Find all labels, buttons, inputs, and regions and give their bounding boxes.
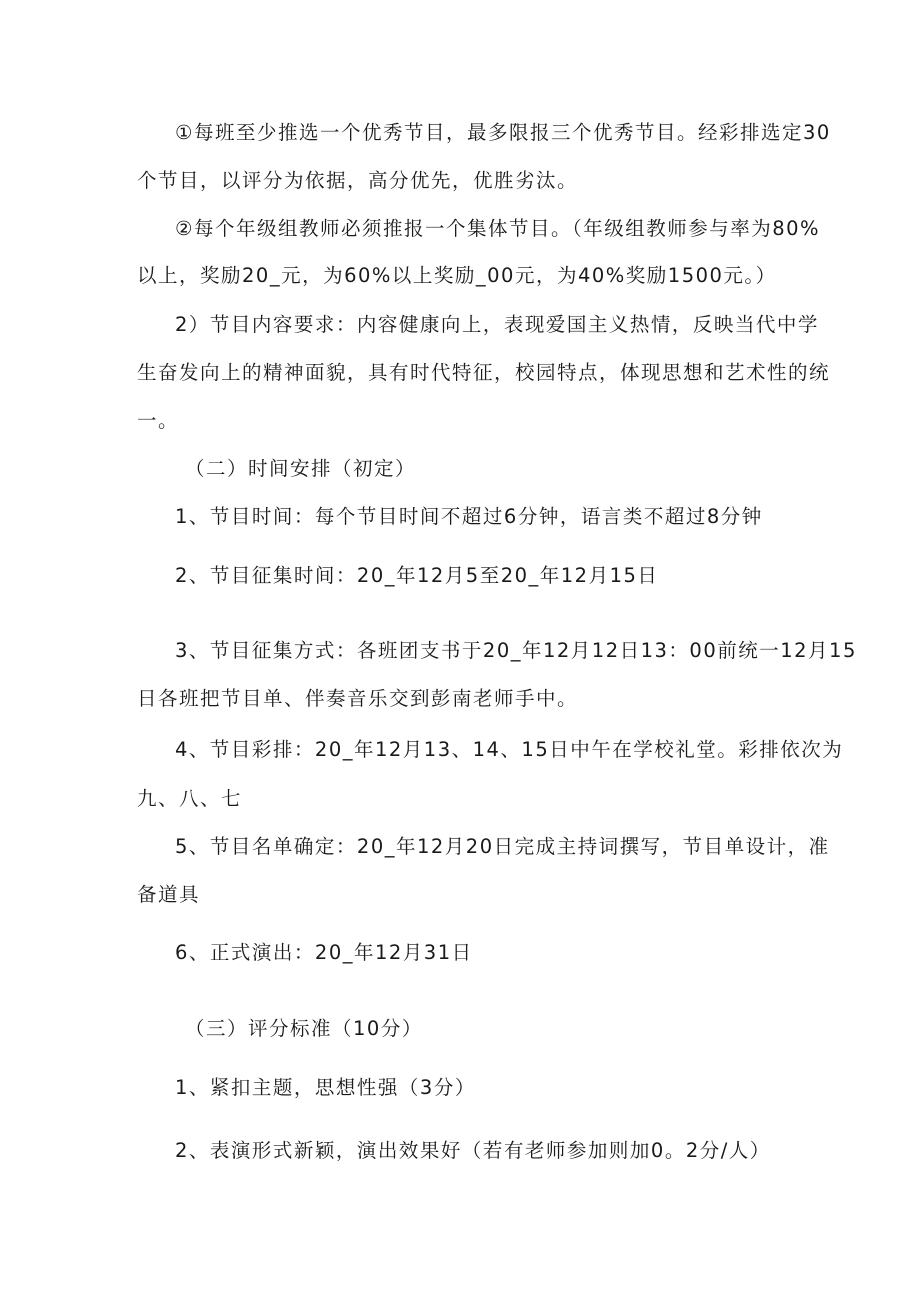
list-item: 2、节目征集时间：20_年12月5至20_年12月15日 bbox=[175, 564, 659, 587]
paragraph-line: 生奋发向上的精神面貌，具有时代特征，校园特点，体现思想和艺术性的统 bbox=[137, 361, 831, 384]
paragraph-line: 2）节目内容要求：内容健康向上，表现爱国主义热情，反映当代中学 bbox=[175, 313, 819, 336]
section-heading: （三）评分标准（10分） bbox=[185, 1017, 423, 1040]
list-item: 1、紧扣主题，思想性强（3分） bbox=[175, 1076, 476, 1099]
list-item: 5、节目名单确定：20_年12月20日完成主持词撰写，节目单设计，准 bbox=[175, 835, 830, 858]
section-heading: （二）时间安排（初定） bbox=[185, 457, 417, 480]
paragraph-line: 日各班把节目单、伴奏音乐交到彭南老师手中。 bbox=[137, 687, 579, 710]
paragraph-line: ②每个年级组教师必须推报一个集体节目。（年级组教师参与率为80% bbox=[175, 217, 821, 240]
paragraph-line: ①每班至少推选一个优秀节目，最多限报三个优秀节目。经彩排选定30 bbox=[175, 121, 831, 144]
paragraph-line: 九、八、七 bbox=[137, 787, 243, 810]
paragraph-line: 备道具 bbox=[137, 883, 201, 906]
paragraph-line: 一。 bbox=[137, 409, 180, 432]
paragraph-line: 以上，奖励20_元，为60%以上奖励_00元，为40%奖励1500元。） bbox=[137, 264, 777, 287]
list-item: 4、节目彩排：20_年12月13、14、15日中午在学校礼堂。彩排依次为 bbox=[175, 738, 844, 761]
list-item: 1、节目时间：每个节目时间不超过6分钟，语言类不超过8分钟 bbox=[175, 505, 763, 528]
paragraph-line: 个节目，以评分为依据，高分优先，优胜劣汰。 bbox=[137, 169, 579, 192]
list-item: 3、节目征集方式：各班团支书于20_年12月12日13：00前统一12月15 bbox=[175, 639, 857, 662]
list-item: 6、正式演出：20_年12月31日 bbox=[175, 941, 473, 964]
list-item: 2、表演形式新颖，演出效果好（若有老师参加则加0。2分/人） bbox=[175, 1139, 771, 1162]
